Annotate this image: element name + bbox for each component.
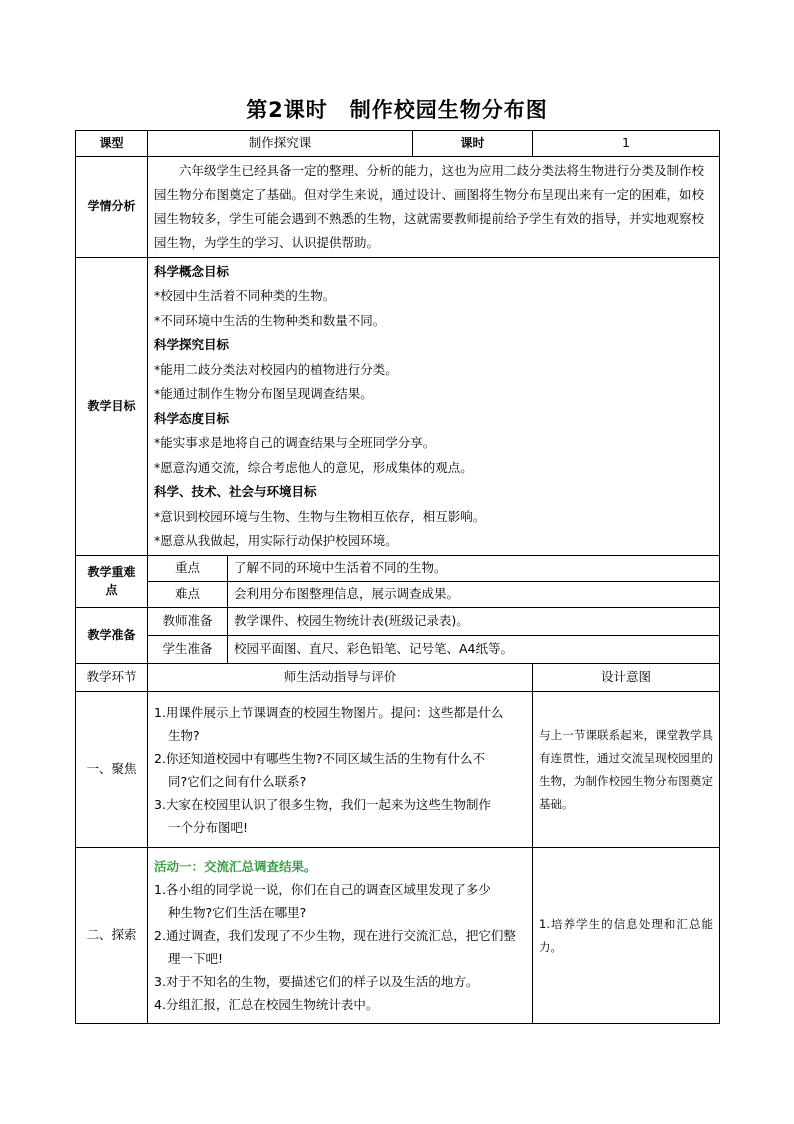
analysis-row: [76, 157, 720, 258]
student-prep-text: 校园平面图、直尺、彩色铅笔、记号笔、A4纸等。: [228, 636, 720, 664]
analysis-label: 学情分析: [76, 157, 148, 258]
goals-content: [148, 258, 720, 556]
step-text: 3.对于不知名的生物，要描述它们的样子以及生活的地方。: [154, 974, 479, 989]
goal-stse-title: 科学、技术、社会与环境目标: [154, 484, 317, 499]
goal-item: *意识到校园环境与生物、生物与生物相互依存，相互影响。: [154, 508, 486, 524]
stage-explore-row: [76, 848, 720, 1024]
goal-attitude-title: 科学态度目标: [154, 410, 230, 426]
key-row: [76, 556, 720, 582]
teacher-prep-text: 教学课件、校园生物统计表(班级记录表)。: [228, 608, 720, 636]
step-text: 同?它们之间有什么联系?: [168, 773, 307, 789]
activity-title: 活动一：交流汇总调查结果。: [154, 859, 317, 874]
difficulty-label: 难点: [148, 582, 228, 608]
page-title: 第2课时 制作校园生物分布图: [246, 98, 548, 122]
teacher-prep-label: 教师准备: [148, 608, 228, 636]
student-prep-row: [76, 636, 720, 664]
col-stage-header: 教学环节: [76, 664, 148, 692]
goal-item: *能用二歧分类法对校园内的植物进行分类。: [154, 361, 398, 377]
goal-item: *愿意沟通交流，综合考虑他人的意见，形成集体的观点。: [154, 459, 473, 475]
goal-inquiry-title: 科学探究目标: [154, 337, 230, 352]
step-text: 一个分布图吧!: [168, 819, 249, 835]
goal-item: *校园中生活着不同种类的生物。: [154, 288, 336, 303]
stage-explore-name: 二、探索: [76, 848, 148, 1024]
lesson-plan-table: [75, 130, 720, 1024]
stage-focus-steps: [148, 692, 533, 848]
stage-explore-design: 1.培养学生的信息处理和汇总能力。: [533, 848, 720, 1024]
analysis-text: 六年级学生已经具备一定的整理、分析的能力，这也为应用二歧分类法将生物进行分类及制作校园生物分布图奠定了基础。但对学生来说，通过设计、画图将生物分布呈现出来有一定的困难，如校园生物较多，学生可能会遇到不熟悉的生物，这就需要教师提前给予学生有效的指导，并实地观察校园生物，为学生的学习、认识提供帮助。: [148, 157, 720, 258]
step-text: 2.你还知道校园中有哪些生物?不同区域生活的生物有什么不: [154, 750, 486, 766]
key-label: 重点: [148, 556, 228, 582]
step-text: 2.通过调查，我们发现了不少生物，现在进行交流汇总，把它们整: [154, 928, 516, 943]
process-header-row: [76, 664, 720, 692]
key-text: 了解不同的环境中生活着不同的生物。: [228, 556, 720, 582]
stage-explore-steps: [148, 848, 533, 1024]
step-text: 1.用课件展示上节课调查的校园生物图片。提问：这些都是什么: [154, 704, 504, 720]
hours-value: 1: [533, 131, 720, 157]
type-label: 课型: [76, 131, 148, 157]
goal-item: *能实事求是地将自己的调查结果与全班同学分享。: [154, 435, 436, 450]
stage-focus-design: 与上一节课联系起来，课堂教学具有连贯性，通过交流呈现校园里的生物，为制作校园生物分布图奠定基础。: [533, 692, 720, 848]
keypoints-label: 教学重难点: [76, 556, 148, 608]
goal-item: *愿意从我做起，用实际行动保护校园环境。: [154, 533, 398, 548]
step-text: 1.各小组的同学说一说，你们在自己的调查区域里发现了多少: [154, 882, 491, 897]
difficulty-text: 会利用分布图整理信息，展示调查成果。: [228, 582, 720, 608]
stage-focus-row: [76, 692, 720, 848]
goal-concept-title: 科学概念目标: [154, 263, 230, 279]
step-text: 4.分组汇报，汇总在校园生物统计表中。: [154, 997, 379, 1012]
difficulty-row: [76, 582, 720, 608]
student-prep-label: 学生准备: [148, 636, 228, 664]
step-text: 种生物?它们生活在哪里?: [168, 905, 307, 920]
teacher-prep-row: [76, 608, 720, 636]
step-text: 3.大家在校园里认识了很多生物，我们一起来为这些生物制作: [154, 796, 491, 812]
goals-row: [76, 258, 720, 556]
col-activity-header: 师生活动指导与评价: [148, 664, 533, 692]
hours-label: 课时: [413, 131, 533, 157]
prep-label: 教学准备: [76, 608, 148, 664]
step-text: 理一下吧!: [168, 951, 224, 966]
goal-item: *能通过制作生物分布图呈现调查结果。: [154, 386, 373, 401]
col-design-header: 设计意图: [533, 664, 720, 692]
step-text: 生物?: [168, 727, 200, 743]
type-value: 制作探究课: [148, 131, 413, 157]
stage-focus-name: 一、聚焦: [76, 692, 148, 848]
goal-item: *不同环境中生活的生物种类和数量不同。: [154, 312, 386, 328]
header-row: [76, 131, 720, 157]
goals-label: 教学目标: [76, 258, 148, 556]
